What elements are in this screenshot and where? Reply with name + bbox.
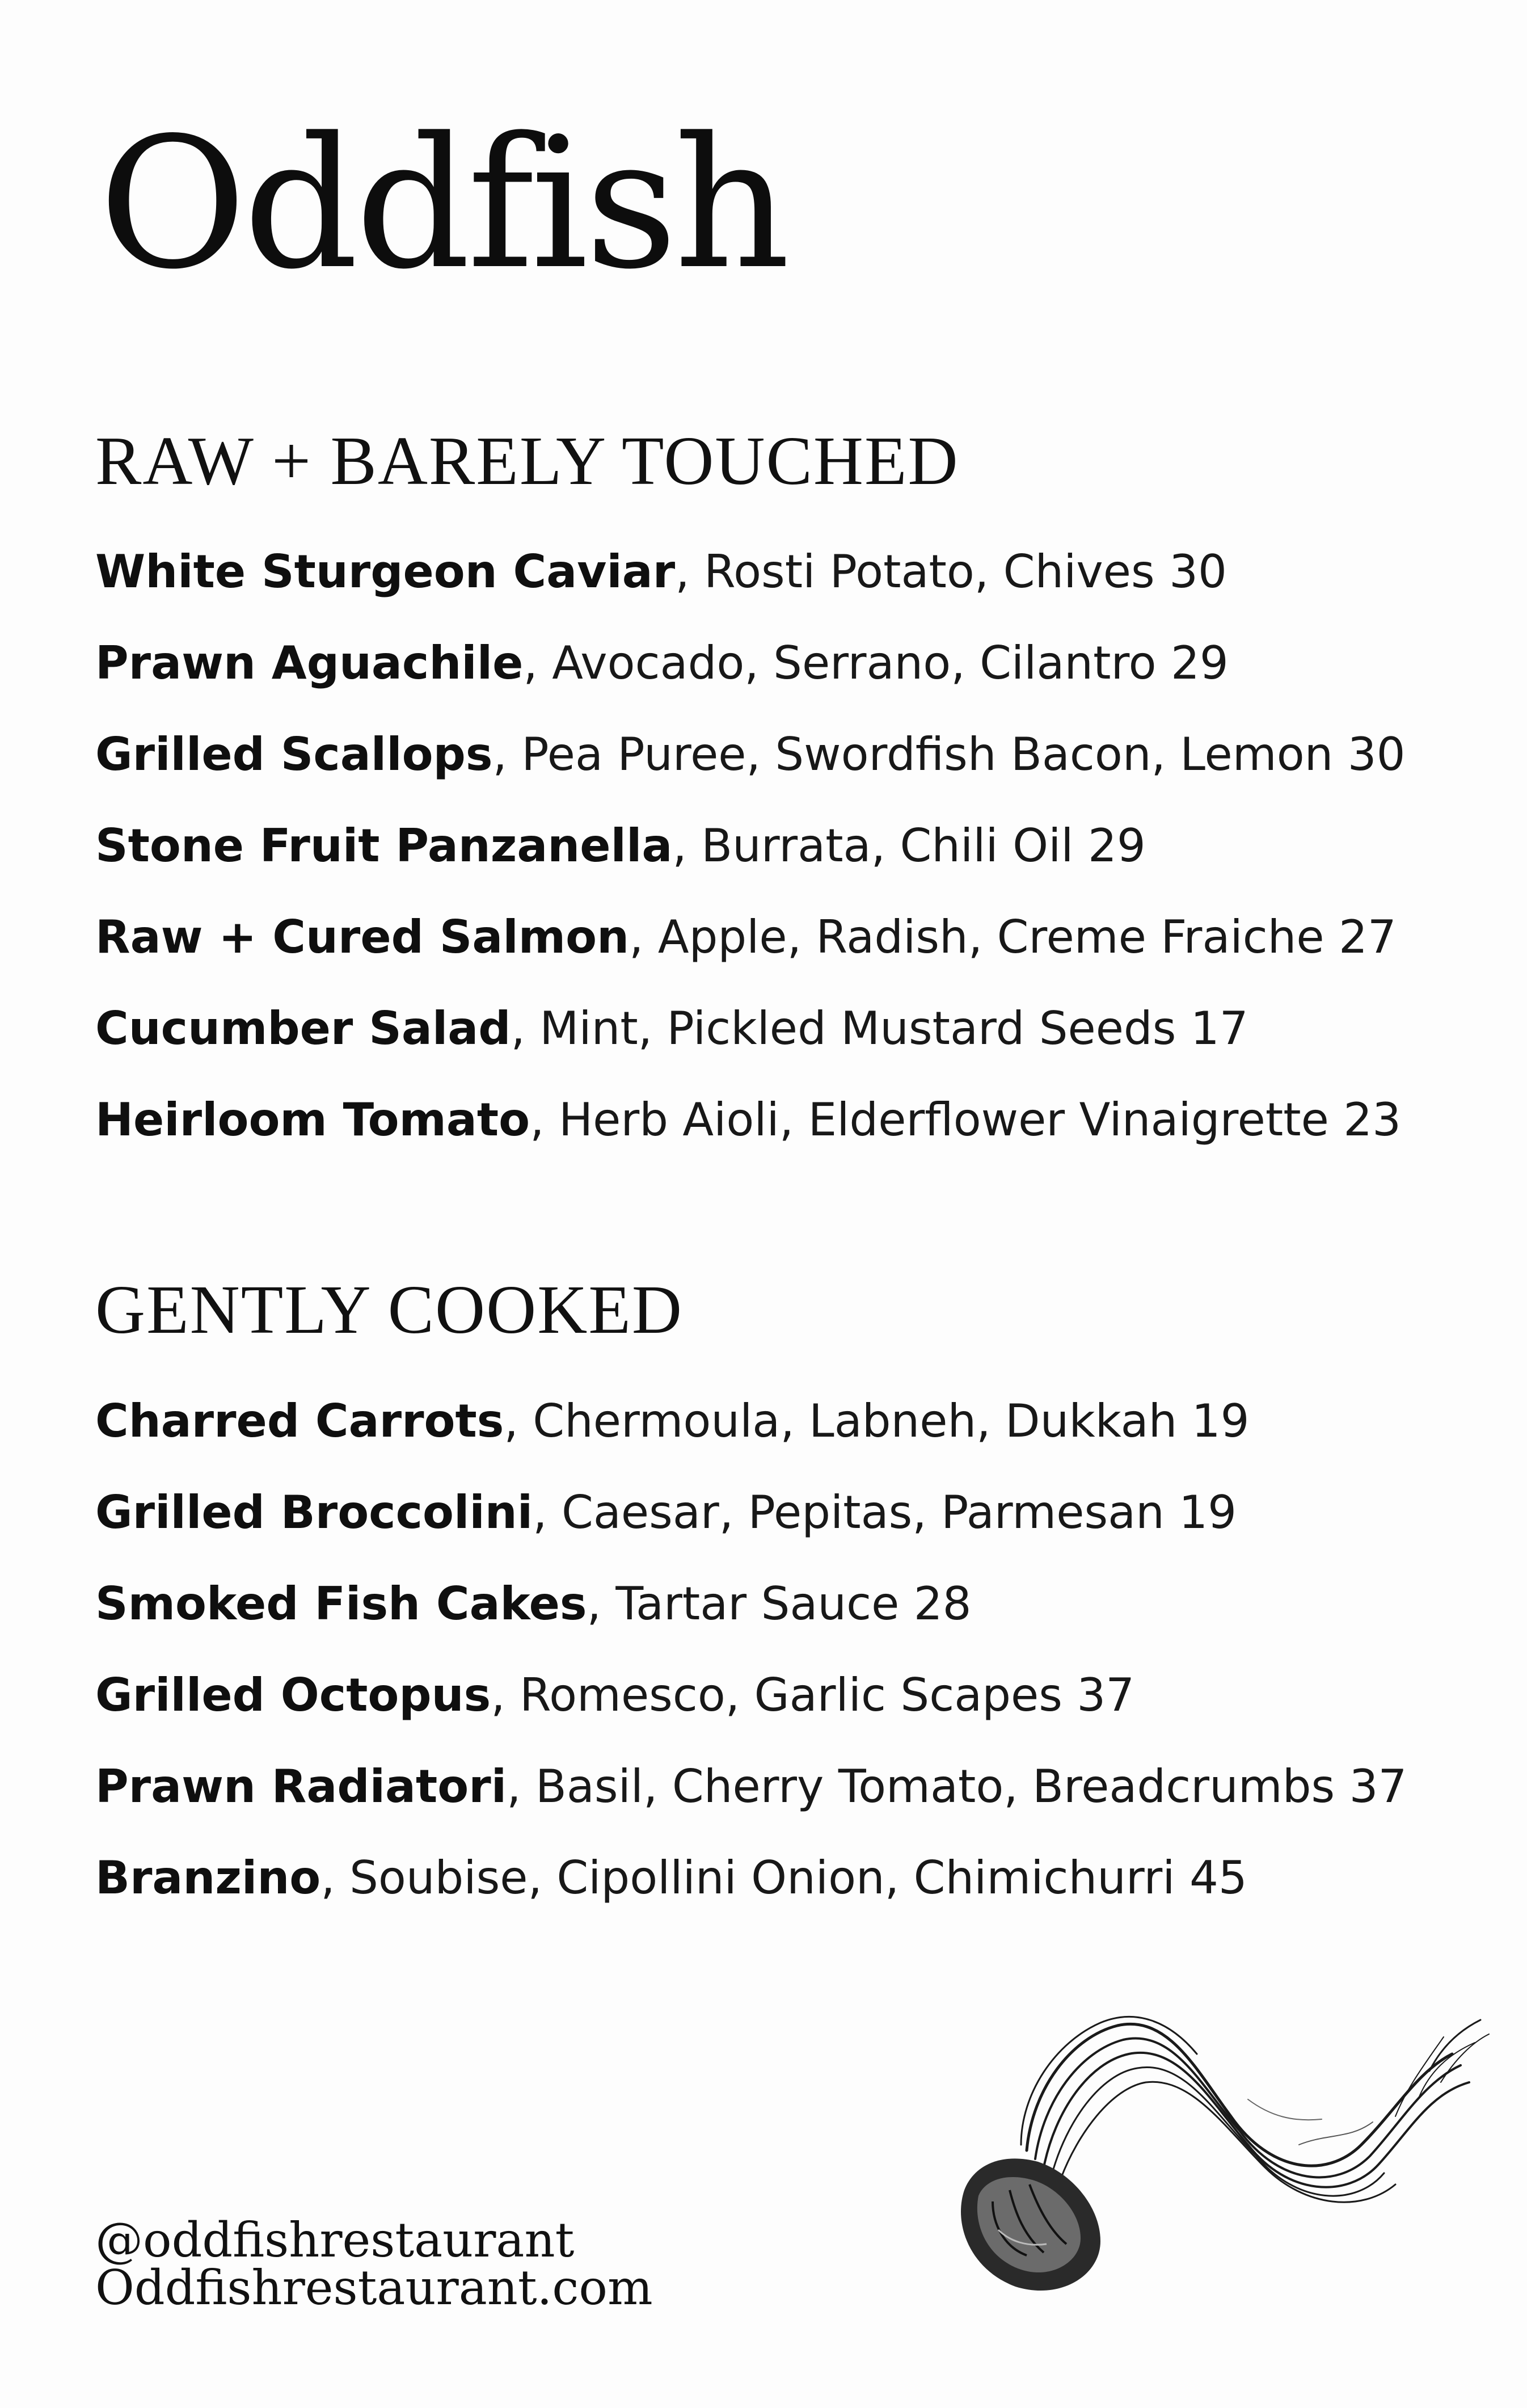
menu-item-name: Prawn Aguachile: [95, 637, 524, 689]
menu-item-description: , Rosti Potato, Chives 30: [675, 545, 1227, 598]
menu-item-description: , Apple, Radish, Creme Fraiche 27: [629, 911, 1397, 963]
menu-item-description: , Caesar, Pepitas, Parmesan 19: [533, 1486, 1237, 1539]
menu-item-name: Grilled Broccolini: [95, 1486, 533, 1539]
menu-item-description: , Tartar Sauce 28: [587, 1577, 972, 1630]
section-heading-cooked: GENTLY COOKED: [95, 1272, 683, 1348]
menu-item-description: , Soubise, Cipollini Onion, Chimichurri 45: [320, 1851, 1247, 1904]
menu-item: [95, 637, 1229, 689]
menu-item: [95, 1002, 1248, 1055]
menu-item-name: White Sturgeon Caviar: [95, 545, 676, 598]
social-handle: @oddfishrestaurant: [95, 2212, 575, 2268]
menu-item-name: Grilled Scallops: [95, 728, 493, 781]
menu-item-name: Raw + Cured Salmon: [95, 911, 630, 963]
menu-item-description: , Pea Puree, Swordfish Bacon, Lemon 30: [492, 728, 1406, 781]
restaurant-title: Oddfish: [99, 99, 787, 309]
menu-item: [95, 1395, 1250, 1447]
menu-item: [95, 911, 1397, 963]
menu-item-name: Branzino: [95, 1851, 321, 1904]
menu-item-name: Stone Fruit Panzanella: [95, 819, 673, 872]
menu-item-description: , Romesco, Garlic Scapes 37: [491, 1669, 1135, 1721]
menu-item: [95, 1760, 1407, 1813]
menu-item: [95, 1577, 972, 1630]
menu-item-description: , Chermoula, Labneh, Dukkah 19: [504, 1395, 1250, 1447]
menu-item-name: Cucumber Salad: [95, 1002, 511, 1055]
menu-item-description: , Herb Aioli, Elderflower Vinaigrette 23: [530, 1093, 1402, 1146]
menu-item-description: , Mint, Pickled Mustard Seeds 17: [511, 1002, 1248, 1055]
menu-item: [95, 545, 1227, 598]
menu-item: [95, 728, 1406, 781]
menu-item: [95, 1851, 1247, 1904]
menu-item-description: , Basil, Cherry Tomato, Breadcrumbs 37: [507, 1760, 1407, 1813]
menu-item-name: Prawn Radiatori: [95, 1760, 507, 1813]
menu-item-name: Smoked Fish Cakes: [95, 1577, 587, 1630]
jellyfish-icon: [930, 2003, 1492, 2321]
menu-item-name: Heirloom Tomato: [95, 1093, 530, 1146]
menu-item-description: , Burrata, Chili Oil 29: [672, 819, 1146, 872]
section-heading-raw: RAW + BARELY TOUCHED: [95, 423, 959, 499]
menu-item-name: Grilled Octopus: [95, 1669, 491, 1721]
menu-item: [95, 1093, 1402, 1146]
menu-item-name: Charred Carrots: [95, 1395, 504, 1447]
menu-item: [95, 1486, 1237, 1539]
menu-item: [95, 1669, 1135, 1721]
menu-item-description: , Avocado, Serrano, Cilantro 29: [523, 637, 1229, 689]
menu-item: [95, 819, 1146, 872]
website-url: Oddfishrestaurant.com: [95, 2260, 653, 2316]
